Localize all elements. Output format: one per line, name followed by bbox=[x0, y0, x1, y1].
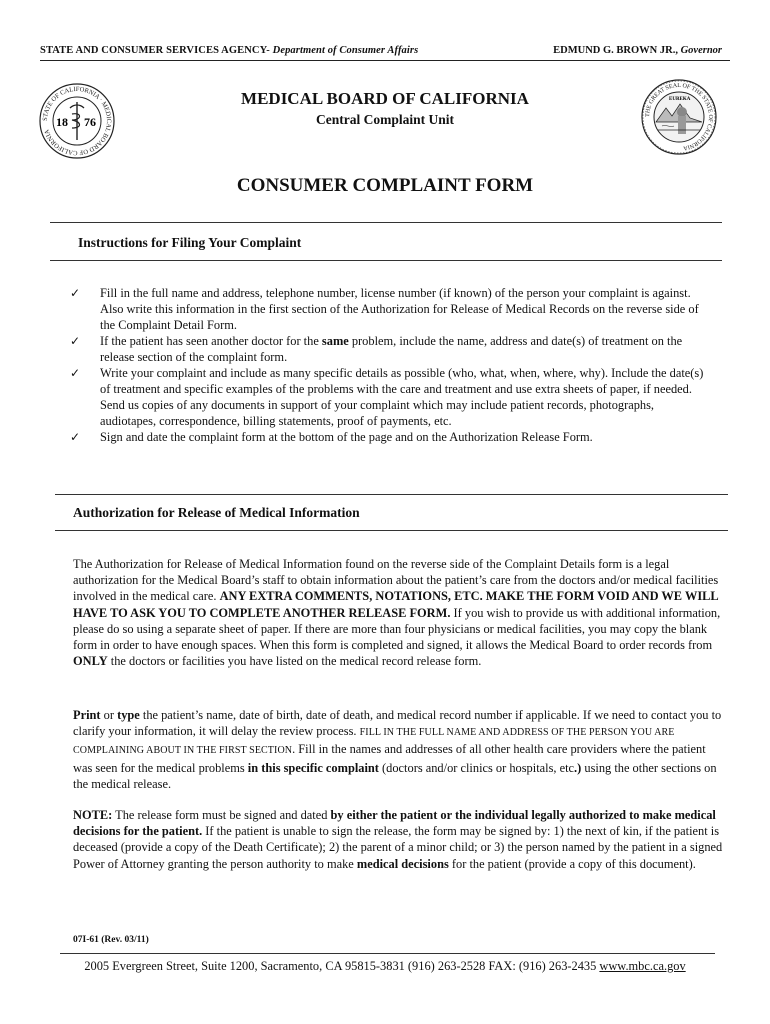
paragraph-emphasis: ONLY bbox=[73, 654, 108, 669]
paragraph-text: The Authorization for Release of Medical Information found on the reverse side of the Complaint Details form is a legal authorization for the Medical Board’s staff to obtain information about the patient’s care from the doctors and/or medical facilities involved in the medical care. bbox=[73, 557, 719, 604]
footer-divider bbox=[60, 953, 715, 954]
checklist-text bbox=[100, 365, 710, 429]
form-title: CONSUMER COMPLAINT FORM bbox=[236, 175, 534, 196]
paragraph-text: for the patient (provide a copy of this document). bbox=[448, 856, 696, 871]
authorization-note bbox=[73, 807, 723, 872]
paragraph-emphasis: Print bbox=[73, 708, 101, 722]
right-seal-motto: EUREKA bbox=[669, 97, 691, 102]
paragraph-text: or bbox=[100, 708, 118, 722]
footer-address: 2005 Evergreen Street, Suite 1200, Sacramento, CA 95815-3831 (916) 263-2528 FAX: (916) 263-2435 bbox=[84, 959, 600, 973]
header-divider bbox=[40, 60, 730, 61]
paragraph-emphasis: medical decisions bbox=[356, 856, 449, 871]
board-title: MEDICAL BOARD OF CALIFORNIA bbox=[241, 89, 529, 108]
checklist-item bbox=[70, 365, 710, 429]
agency-name: STATE AND CONSUMER SERVICES AGENCY- bbox=[40, 45, 270, 56]
paragraph-emphasis: in this specific complaint bbox=[247, 760, 379, 775]
paragraph-text: using the other sections on the medical release. bbox=[73, 760, 717, 791]
unit-name: Central Complaint Unit bbox=[316, 112, 454, 127]
checklist-text bbox=[100, 429, 710, 445]
checkmark-icon: ✓ bbox=[70, 286, 81, 300]
instructions-heading: Instructions for Filing Your Complaint bbox=[78, 235, 302, 250]
paragraph-text: the doctors or facilities you have listed on the medical record release form. bbox=[107, 654, 482, 669]
paragraph-emphasis: type bbox=[117, 708, 140, 722]
checklist-text bbox=[100, 333, 710, 365]
paragraph-text: If you wish to provide us with additional information, please do so using a separate sheet of paper. If there are more than four physicians or medical facilities, you may copy the blank form in order to have enough spaces. When this form is completed and signed, it allows the Medical Board to order records from bbox=[73, 605, 721, 653]
checklist-text-emphasis: same bbox=[321, 334, 349, 348]
paragraph-text: If the patient is unable to sign the release, the form may be signed by: 1) the next of kin, if the patient is deceased (provide a copy of the Death Certificate); 2) the parent of a minor child; or 3) the person named by the patient in a signed Power of Attorney granting the person authority to make bbox=[73, 824, 723, 871]
note-label: NOTE: bbox=[73, 808, 113, 822]
checklist-text-part: Write your complaint and include as many specific details as possible (who, what, when, where, why). Include the date(s) of treatment and specific examples of the problems with the care and treatment and use extra sheets of paper, if needed. Send us copies of any documents in support of your complaint which may include patient records, photographs, audiotapes, correspondence, billing statements, proof of payments, etc. bbox=[100, 366, 704, 428]
checklist-text-part: Fill in the full name and address, telephone number, license number (if known) of the person your complaint is against. Also write this information in the first section of the Authorization for Release of Medical Records on the reverse side of the Complaint Detail Form. bbox=[100, 286, 699, 332]
form-revision: 07I-61 (Rev. 03/11) bbox=[73, 935, 149, 945]
section-divider-bottom bbox=[55, 530, 728, 531]
paragraph-text: the patient’s name, date of birth, date of death, and medical record number if applicable. If we need to contact you to clarify your information, it will delay the review process. bbox=[73, 708, 722, 739]
governor-line bbox=[553, 45, 722, 56]
right-seal-ring-text: THE GREAT SEAL OF THE STATE OF CALIFORNIA bbox=[644, 82, 714, 151]
paragraph-emphasis: by either the patient or the individual legally authorized to make medical decisions for the patient. bbox=[73, 808, 716, 839]
paragraph-emphasis: .) bbox=[574, 760, 582, 775]
section-divider-bottom bbox=[50, 260, 722, 261]
paragraph-emphasis: ANY EXTRA COMMENTS, NOTATIONS, ETC. MAKE THE FORM VOID AND WE WILL HAVE TO ASK YOU TO COMPLETE ANOTHER RELEASE FORM. bbox=[73, 589, 719, 620]
left-seal-ring-text: STATE OF CALIFORNIA · MEDICAL BOARD OF CALIFORNIA bbox=[41, 85, 113, 157]
authorization-heading: Authorization for Release of Medical Information bbox=[73, 505, 360, 520]
left-seal-year-right: 76 bbox=[84, 115, 96, 129]
left-seal-year-left: 18 bbox=[56, 115, 68, 129]
section-divider-top bbox=[55, 494, 728, 495]
agency-line bbox=[40, 45, 418, 56]
paragraph-text: . Fill in the names and addresses of all other health care providers where the patient was seen for the medical problems bbox=[73, 742, 706, 775]
checklist-item bbox=[70, 285, 710, 333]
paragraph-text: The release form must be signed and dated bbox=[112, 808, 331, 822]
checkmark-icon: ✓ bbox=[70, 366, 81, 380]
checklist-text-part: problem, include the name, address and date(s) of treatment on the release section of the complaint form. bbox=[100, 334, 683, 364]
governor-name: EDMUND G. BROWN JR., bbox=[553, 45, 678, 56]
instructions-checklist bbox=[70, 285, 710, 445]
website-link[interactable]: www.mbc.ca.gov bbox=[599, 959, 686, 973]
checklist-text-part: Sign and date the complaint form at the bottom of the page and on the Authorization Release Form. bbox=[100, 430, 593, 444]
checklist-item bbox=[70, 429, 710, 445]
checkmark-icon: ✓ bbox=[70, 334, 81, 348]
checklist-item bbox=[70, 333, 710, 365]
checklist-text bbox=[100, 285, 710, 333]
authorization-paragraph-1 bbox=[73, 556, 723, 669]
authorization-paragraph-2 bbox=[73, 707, 723, 792]
governor-title: Governor bbox=[680, 45, 722, 56]
checklist-text-part: If the patient has seen another doctor for the bbox=[100, 334, 322, 348]
department-name: Department of Consumer Affairs bbox=[272, 45, 419, 56]
paragraph-text: (doctors and/or clinics or hospitals, etc bbox=[378, 760, 575, 775]
paragraph-small-caps: FILL IN THE FULL NAME AND ADDRESS OF THE PERSON YOU ARE COMPLAINING ABOUT IN THE FIRST SECTION bbox=[73, 727, 675, 757]
footer-contact bbox=[0, 959, 770, 974]
checkmark-icon: ✓ bbox=[70, 430, 81, 444]
section-divider-top bbox=[50, 222, 722, 223]
